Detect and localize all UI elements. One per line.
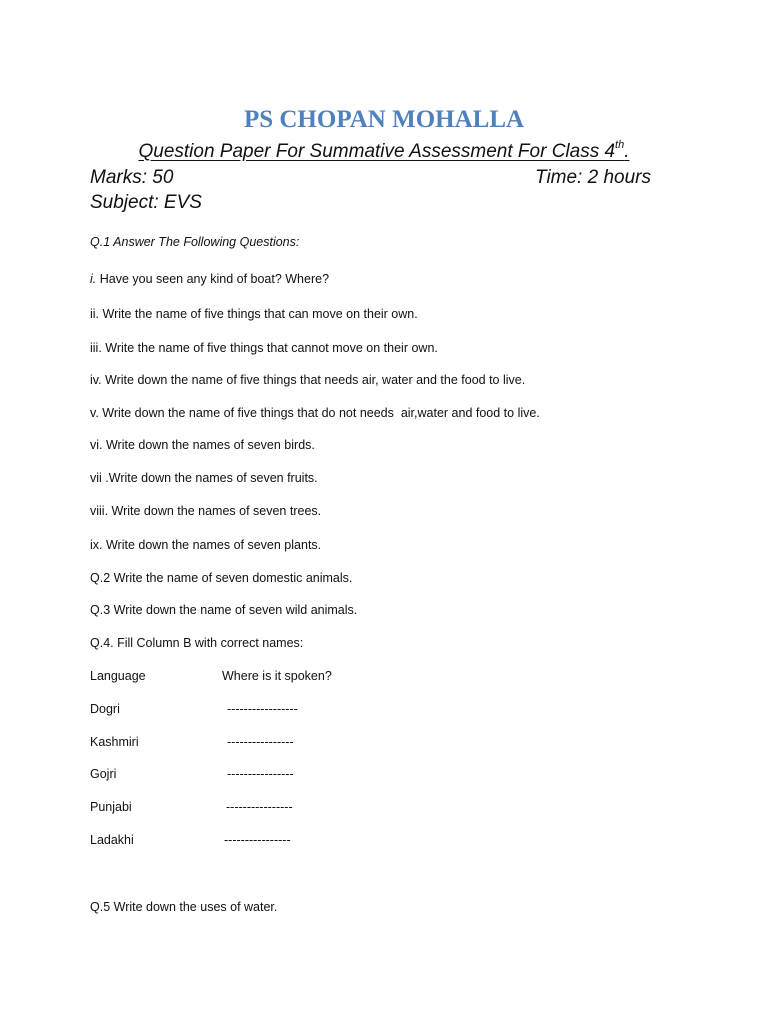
q4-row-4-language: Punjabi: [90, 800, 132, 814]
q4-row-3-language: Gojri: [90, 767, 117, 781]
q1-item-1-numeral: i.: [90, 272, 97, 286]
time-label: Time: 2 hours: [535, 167, 651, 188]
q4-row-2-language: Kashmiri: [90, 735, 139, 749]
q4-row-3-blank: ----------------: [227, 767, 294, 781]
q1-item-2: ii. Write the name of five things that can move on their own.: [90, 307, 418, 321]
paper-title: [0, 141, 768, 163]
marks-label: Marks: 50: [90, 167, 174, 188]
q1-item-3: iii. Write the name of five things that cannot move on their own.: [90, 341, 438, 355]
q1-item-7: vii .Write down the names of seven fruits.: [90, 471, 318, 485]
q4-column-b-header: Where is it spoken?: [222, 669, 332, 683]
q4-row-5-language: Ladakhi: [90, 833, 134, 847]
q2-text: Q.2 Write the name of seven domestic animals.: [90, 571, 353, 585]
q1-item-8: viii. Write down the names of seven trees.: [90, 504, 322, 518]
q1-heading: Q.1 Answer The Following Questions:: [90, 235, 300, 249]
q1-item-1: [90, 271, 329, 287]
q4-row-5-blank: ----------------: [224, 833, 291, 847]
q4-row-1-blank: -----------------: [227, 702, 298, 716]
subject-label: Subject: EVS: [90, 192, 202, 213]
q1-item-1-text: Have you seen any kind of boat? Where?: [96, 272, 330, 286]
q1-item-4: iv. Write down the name of five things that needs air, water and the food to live.: [90, 373, 526, 387]
q4-row-2-blank: ----------------: [227, 735, 294, 749]
q1-item-6: vi. Write down the names of seven birds.: [90, 438, 315, 452]
paper-title-superscript: th: [615, 139, 625, 151]
paper-title-text: Question Paper For Summative Assessment For Class 4: [138, 141, 616, 162]
q3-text: Q.3 Write down the name of seven wild animals.: [90, 603, 358, 617]
q5-text: Q.5 Write down the uses of water.: [90, 900, 278, 914]
q4-heading: Q.4. Fill Column B with correct names:: [90, 636, 304, 650]
q4-row-4-blank: ----------------: [226, 800, 293, 814]
q1-item-5: v. Write down the name of five things that do not needs air,water and food to live.: [90, 406, 540, 420]
q1-item-9: ix. Write down the names of seven plants.: [90, 538, 322, 552]
school-name: PS CHOPAN MOHALLA: [243, 106, 525, 133]
q4-column-a-header: Language: [90, 669, 146, 683]
paper-title-end: .: [624, 141, 630, 162]
q4-row-1-language: Dogri: [90, 702, 120, 716]
